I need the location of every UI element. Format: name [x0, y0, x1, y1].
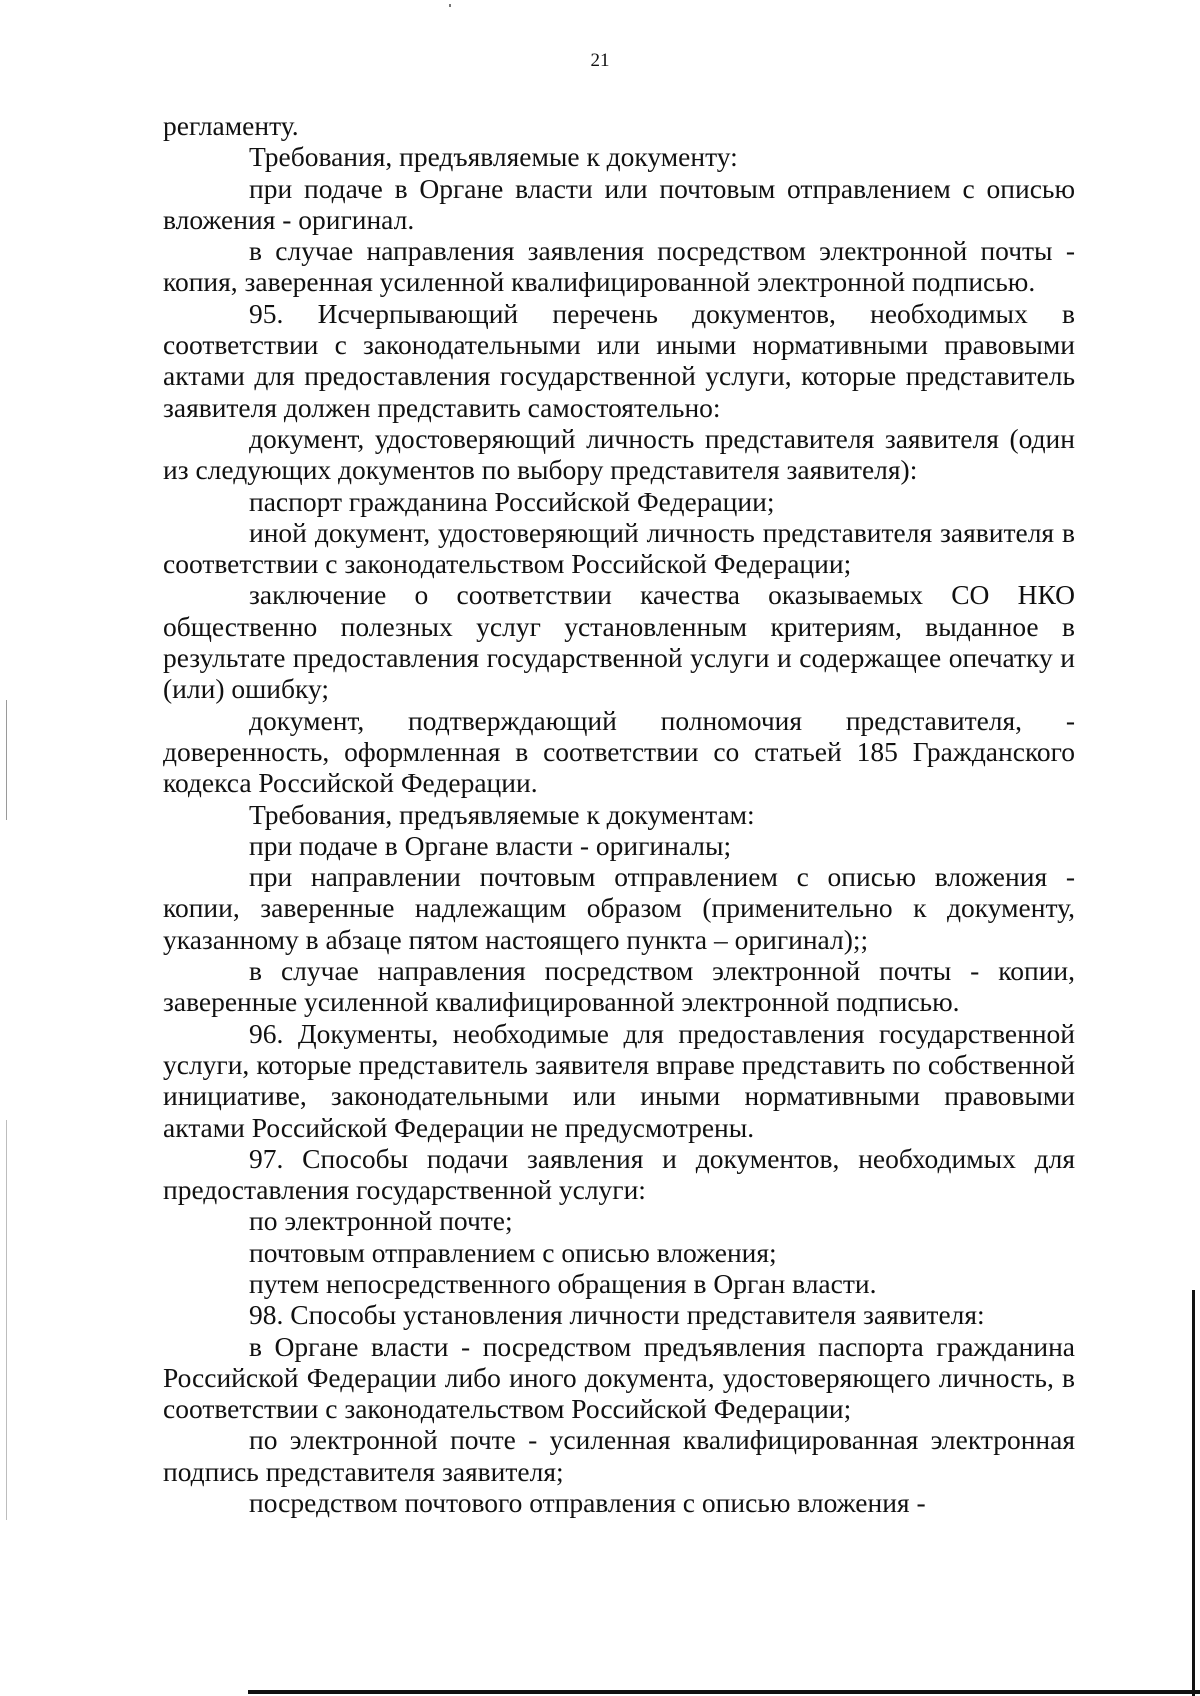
paragraph: путем непосредственного обращения в Орган власти. — [249, 1267, 877, 1299]
paragraph: в случае направления посредством электронной почты - копии, заверенные усиленной квалифицированной электронной подписью. — [163, 955, 1075, 1018]
paragraph: по электронной почте; — [249, 1205, 513, 1237]
paragraph: в Органе власти - посредством предъявления паспорта гражданина Российской Федерации либо иного документа, удостоверяющего личность, в соответствии с законодательством Российской Федерации; — [163, 1330, 1075, 1425]
scan-speck — [449, 4, 451, 7]
paragraph: документ, удостоверяющий личность представителя заявителя (один из следующих документов по выбору представителя заявителя): — [163, 422, 1075, 486]
paragraph: 98. Способы установления личности представителя заявителя: — [249, 1299, 985, 1331]
paragraph: 96. Документы, необходимые для предоставления государственной услуги, которые представитель заявителя вправе представить по собственной инициативе, законодательными или иными нормативными правовыми актами Российской Федерации не предусмотрены. — [163, 1017, 1075, 1143]
paragraph: паспорт гражданина Российской Федерации; — [249, 485, 775, 517]
paragraph: 95. Исчерпывающий перечень документов, необходимых в соответствии с законодательными или иными нормативными правовыми актами для предоставления государственной услуги, которые представитель заявителя должен представить самостоятельно: — [163, 297, 1075, 423]
document-body — [163, 110, 1075, 1518]
paragraph: при подаче в Органе власти - оригиналы; — [249, 829, 732, 861]
paragraph: Требования, предъявляемые к документам: — [249, 798, 755, 830]
paragraph: в случае направления заявления посредством электронной почты - копия, заверенная усиленной квалифицированной электронной подписью. — [163, 235, 1075, 298]
paragraph: при направлении почтовым отправлением с описью вложения - копии, заверенные надлежащим образом (применительно к документу, указанному в абзаце пятом настоящего пункта – оригинал);; — [163, 861, 1075, 955]
paragraph: заключение о соответствии качества оказываемых СО НКО общественно полезных услуг установленным критериям, выданное в результате предоставления государственной услуги и содержащее опечатку и (или) ошибку; — [163, 579, 1075, 705]
scan-edge-line — [1192, 1290, 1195, 1696]
paragraph: иной документ, удостоверяющий личность представителя заявителя в соответствии с законодательством Российской Федерации; — [163, 516, 1075, 580]
paragraph: документ, подтверждающий полномочия представителя, - доверенность, оформленная в соответствии со статьей 185 Гражданского кодекса Российской Федерации. — [163, 704, 1075, 799]
paragraph: Требования, предъявляемые к документу: — [249, 141, 738, 173]
paragraph: посредством почтового отправления с описью вложения - — [249, 1487, 926, 1519]
scan-edge-line — [6, 1120, 7, 1520]
paragraph: регламенту. — [163, 110, 299, 141]
paragraph: по электронной почте - усиленная квалифицированная электронная подпись представителя заявителя; — [163, 1424, 1075, 1487]
page-number: 21 — [590, 50, 610, 71]
paragraph: 97. Способы подачи заявления и документов, необходимых для предоставления государственной услуги: — [163, 1142, 1075, 1206]
scan-edge-line — [6, 700, 7, 820]
paragraph: при подаче в Органе власти или почтовым отправлением с описью вложения - оригинал. — [163, 172, 1075, 235]
scan-edge-line — [248, 1690, 1200, 1694]
paragraph: почтовым отправлением с описью вложения; — [249, 1236, 777, 1268]
